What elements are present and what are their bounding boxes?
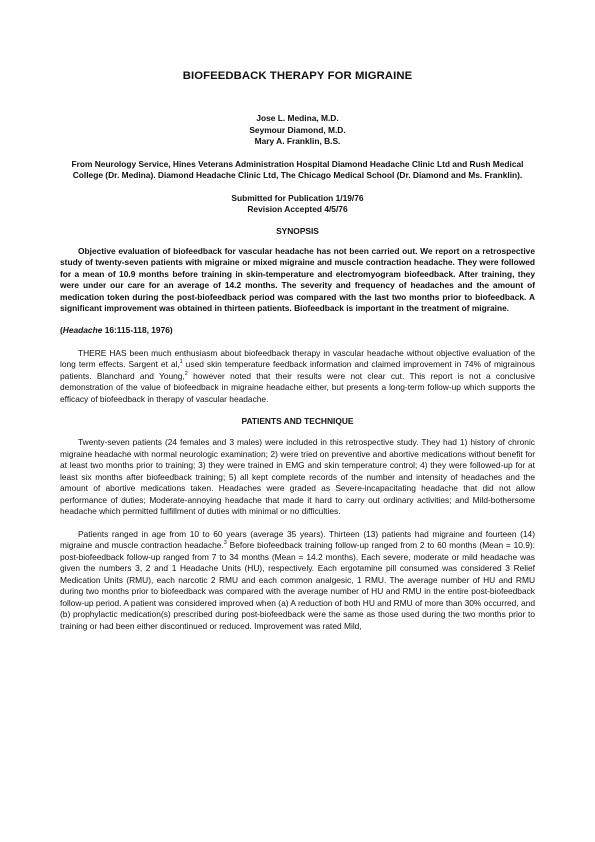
revised-date: Revision Accepted 4/5/76	[247, 204, 348, 214]
footnote-ref-1: 1	[179, 359, 183, 366]
submitted-date: Submitted for Publication 1/19/76	[231, 192, 364, 203]
footnote-ref-2: 2	[184, 370, 188, 377]
author-3: Mary A. Franklin, B.S.	[254, 136, 341, 146]
author-list	[60, 113, 535, 148]
document-page	[60, 60, 535, 632]
paper-title: BIOFEEDBACK THERAPY FOR MIGRAINE	[182, 70, 413, 82]
intro-paragraph	[60, 348, 535, 406]
synopsis-heading: SYNOPSIS	[276, 225, 319, 236]
intro-text-b: used skin temperature feedback information and claimed improvement in 74% of migrainous patients. Blanchard and Young,	[60, 359, 535, 381]
footnote-ref-3: 3	[223, 540, 227, 547]
author-1: Jose L. Medina, M.D.	[256, 113, 339, 123]
affiliation: From Neurology Service, Hines Veterans Administration Hospital Diamond Headache Clinic Ltd and Rush Medical College (Dr. Medina). Diamond Headache Clinic Ltd, The Chicago Medical School (Dr. Diamond and Ms. Franklin).	[71, 158, 524, 180]
author-2: Seymour Diamond, M.D.	[249, 124, 346, 135]
synopsis-text: Objective evaluation of biofeedback for vascular headache has not been carried out. We report on a retrospective study of twenty-seven patients with migraine or mixed migraine and muscle contraction headache. They were followed for a mean of 10.9 months before training in skin-temperature and electromyogram biofeedback. After training, they were under our care for an average of 14.2 months. The severity and frequency of headaches and the amount of medication token during the post-biofeedback period was compared with the last two months prior to biofeedback. A significant improvement was obtained in thirteen patients. Biofeedback is important in the treatment of migraine.	[60, 245, 535, 313]
age-text-a: Patients ranged in age from 10 to 60 years (average 35 years). Thirteen (13) patients had migraine and fourteen (14) migraine and muscle contraction headache.	[60, 528, 535, 550]
age-paragraph	[60, 529, 535, 633]
citation: (Headache 16:115-118, 1976)	[60, 324, 173, 335]
intro-text-c: however noted that their results were not clear cut. This report is not a conclusive demonstration of the value of biofeedback in migraine headache either, but presents a long-term follow-up which supports the efficacy of biofeedback in therapy of vascular headache.	[60, 370, 535, 404]
submission-info	[60, 193, 535, 216]
patients-paragraph: Twenty-seven patients (24 females and 3 males) were included in this retrospective study. They had 1) history of chronic migraine headache with normal neurologic examination; 2) were tried on preventive and abortive medications without benefit for at least two months prior to training; 3) they were trained in EMG and skin temperature control; 4) they were followed-up for at least six months after biofeedback training; 5) all kept complete records of the number and intensity of headaches and the amount of abortive medications taken. Headaches were graded as Severe-incapacitating headache that did not allow performance of duties; Moderate-annoying headache that made it hard to carry out ordinary activities; and Mild-bothersome headache which permitted fulfillment of duties with minimal or no difficulties.	[60, 437, 535, 516]
citation-ref: 16:115-118, 1976	[104, 324, 170, 335]
section-heading: PATIENTS AND TECHNIQUE	[241, 416, 354, 426]
age-text-b: Before biofeedback training follow-up ranged from 2 to 60 months (Mean = 10.9): post-biofeedback follow-up ranged from 7 to 34 months (Mean = 14.2 months). Each severe, moderate or mild headache was given the numbers 3, 2 and 1 Headache Units (HU), respectively. Each ergotamine pill consumed was considered 3 Relief Medication Units (RMU), each narcotic 2 RMU and each common analgesic, 1 RMU. The average number of HU and RMU during two months prior to biofeedback was compared with the average number of HU and RMU in the entire post-biofeedback follow-up period. A patient was considered improved when (a) A reduction of both HU and RMU of more than 30% occurred, and (b) prophylactic medication(s) prescribed during post-biofeedback were the same as those used during the two months prior to training or had been either discontinued or reduced. Improvement was rated Mild,	[60, 540, 536, 631]
intro-text-a: THERE HAS been much enthusiasm about biofeedback therapy in vascular headache without objective evaluation of the long term effects. Sargent et al,	[60, 347, 535, 369]
citation-journal: Headache	[62, 324, 103, 335]
